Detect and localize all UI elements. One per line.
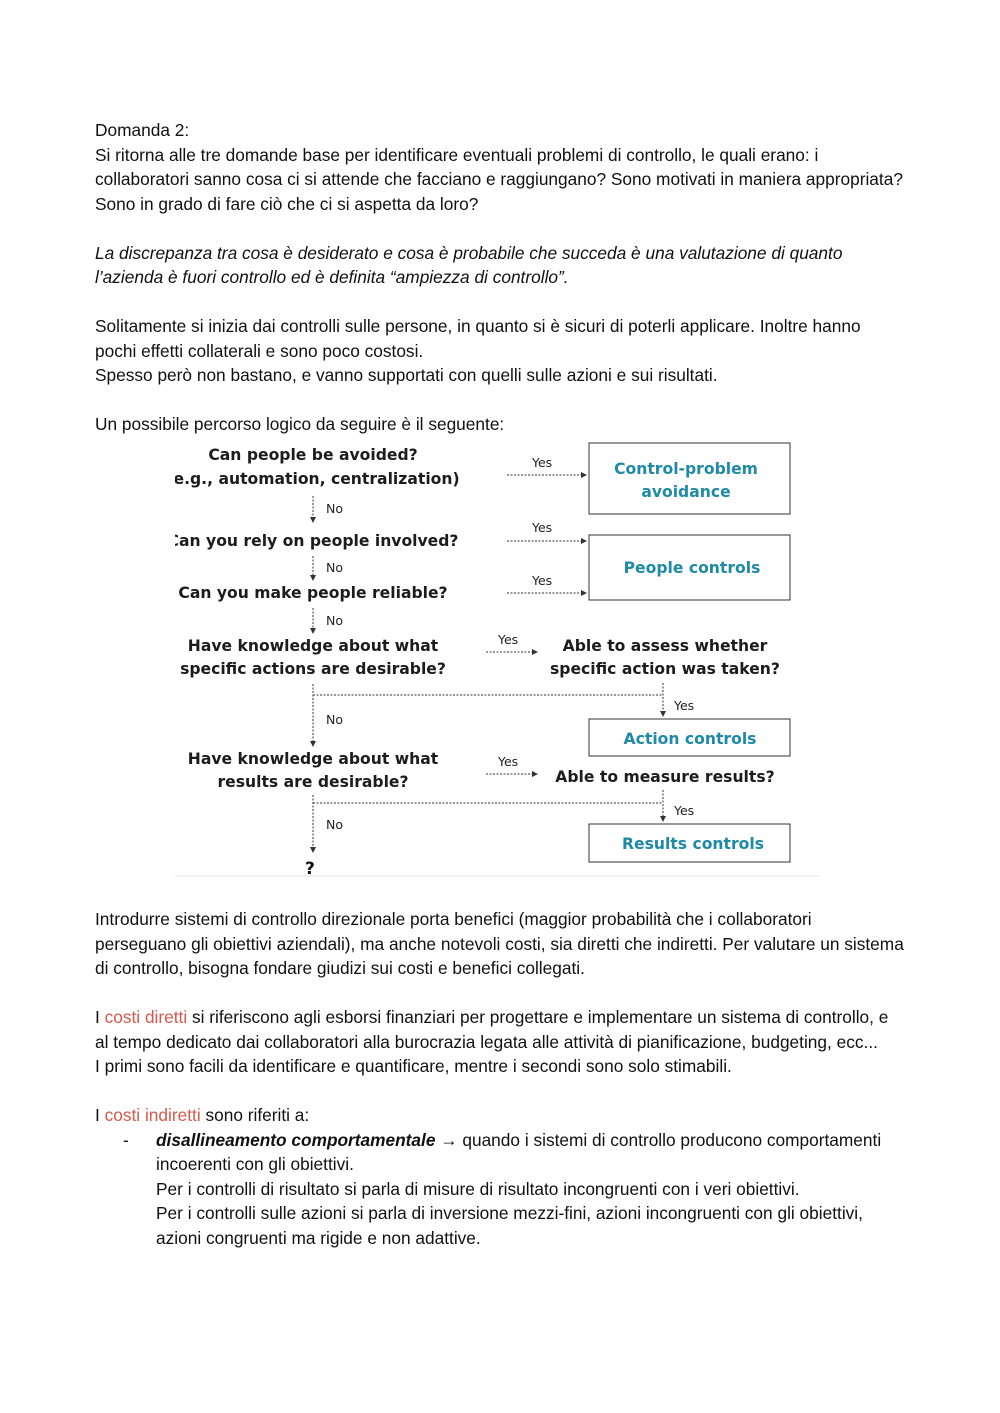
label-yes-action: Yes: [674, 698, 695, 713]
list-item-line-2: Per i controlli di risultato si parla di misure di risultato incongruenti con i veri obiettivi.: [156, 1178, 800, 1199]
label-no-2: No: [326, 560, 343, 575]
direct-rest: si riferiscono agli esborsi finanziari per progettare e implementare un sistema di controllo, e al tempo dedicato dai collaboratori alla burocrazia legata alle attività di pianificazione, budgeting, ecc...: [95, 1007, 889, 1052]
label-no-3: No: [326, 613, 343, 628]
label-yes-5: Yes: [498, 754, 519, 769]
question-make-reliable: Can you make people reliable?: [178, 584, 448, 602]
question-actions-knowledge-2: specific actions are desirable?: [180, 660, 446, 678]
label-no-1: No: [326, 501, 343, 516]
label-yes-2: Yes: [532, 520, 553, 535]
document-top: [95, 118, 905, 437]
paragraph-direct-costs: [95, 1005, 905, 1054]
list-item: [95, 1128, 905, 1251]
term-direct-costs: costi diretti: [104, 1007, 188, 1027]
label-yes-results: Yes: [674, 803, 695, 818]
paragraph-definition: La discrepanza tra cosa è desiderato e cosa è probabile che succeda è una valutazione di quanto l’azienda è fuori controllo ed è definita “ampiezza di controllo”.: [95, 242, 843, 287]
question-rely-people: Can you rely on people involved?: [175, 532, 459, 550]
label-no-5: No: [326, 817, 343, 832]
direct-prefix: I: [95, 1007, 105, 1027]
label-yes-4: Yes: [498, 632, 519, 647]
indirect-rest: sono riferiti a:: [200, 1105, 310, 1125]
label-no-4: No: [326, 712, 343, 727]
box-people-label: People controls: [623, 559, 761, 577]
list-item-line-3: Per i controlli sulle azioni si parla di inversione mezzi-fini, azioni incongruenti con gli obiettivi, azioni congruenti ma rigide e non adattive.: [156, 1203, 863, 1248]
document-costs: [95, 907, 905, 1250]
question-avoid-people-examples: (e.g., automation, centralization): [175, 470, 460, 488]
box-avoidance-label-2: avoidance: [641, 483, 731, 501]
box-action-label: Action controls: [623, 730, 757, 748]
question-results-knowledge-2: results are desirable?: [217, 773, 409, 791]
question-actions-knowledge-1: Have knowledge about what: [187, 637, 439, 655]
question-avoid-people: Can people be avoided?: [208, 446, 418, 464]
question-measure-results: Able to measure results?: [555, 768, 775, 786]
paragraph-indirect-costs: [95, 1103, 905, 1128]
paragraph-people-controls: Solitamente si inizia dai controlli sulle persone, in quanto si è sicuri di poterli applicare. Inoltre hanno pochi effetti collaterali e sono poco costosi.: [95, 316, 861, 361]
list-item-line-1: [156, 1128, 905, 1177]
indirect-prefix: I: [95, 1105, 105, 1125]
question-heading: Domanda 2:: [95, 120, 190, 140]
question-results-knowledge-1: Have knowledge about what: [187, 750, 439, 768]
paragraph-intro: Si ritorna alle tre domande base per identificare eventuali problemi di controllo, le quali erano: i collaboratori sanno cosa ci si attende che facciano e raggiungano? Sono motivati in maniera appropriata? Sono in grado di fare ciò che ci si aspetta da loro?: [95, 144, 903, 214]
paragraph-not-enough: Spesso però non bastano, e vanno supportati con quelli sulle azioni e sui risultati.: [95, 365, 718, 385]
term-indirect-costs: costi indiretti: [104, 1105, 201, 1125]
control-flowchart: [175, 438, 825, 878]
box-avoidance-label-1: Control-problem: [614, 460, 758, 478]
paragraph-estimation: I primi sono facili da identificare e quantificare, mentre i secondi sono solo stimabili.: [95, 1056, 732, 1076]
label-yes-3: Yes: [532, 573, 553, 588]
question-assess-action-1: Able to assess whether: [562, 637, 768, 655]
flowchart-end-question-mark: ?: [305, 859, 315, 878]
term-behavioral-misalignment: disallineamento comportamentale: [156, 1129, 436, 1150]
paragraph-costs-benefits: Introdurre sistemi di controllo direzionale porta benefici (maggior probabilità che i collaboratori perseguano gli obiettivi aziendali), ma anche notevoli costi, sia diretti che indiretti. Per valutare un sistema di controllo, bisogna fondare giudizi sui costi e benefici collegati.: [95, 909, 904, 978]
box-results-label: Results controls: [621, 835, 765, 853]
flowchart-svg: [175, 438, 825, 878]
paragraph-path: Un possibile percorso logico da seguire è il seguente:: [95, 414, 505, 434]
list-item-rest: → quando i sistemi di controllo producono comportamenti incoerenti con gli obiettivi.: [156, 1129, 882, 1174]
question-assess-action-2: specific action was taken?: [550, 660, 780, 678]
label-yes-1: Yes: [532, 455, 553, 470]
list-bullet-dash: -: [123, 1129, 129, 1150]
box-control-problem-avoidance: [589, 443, 790, 514]
